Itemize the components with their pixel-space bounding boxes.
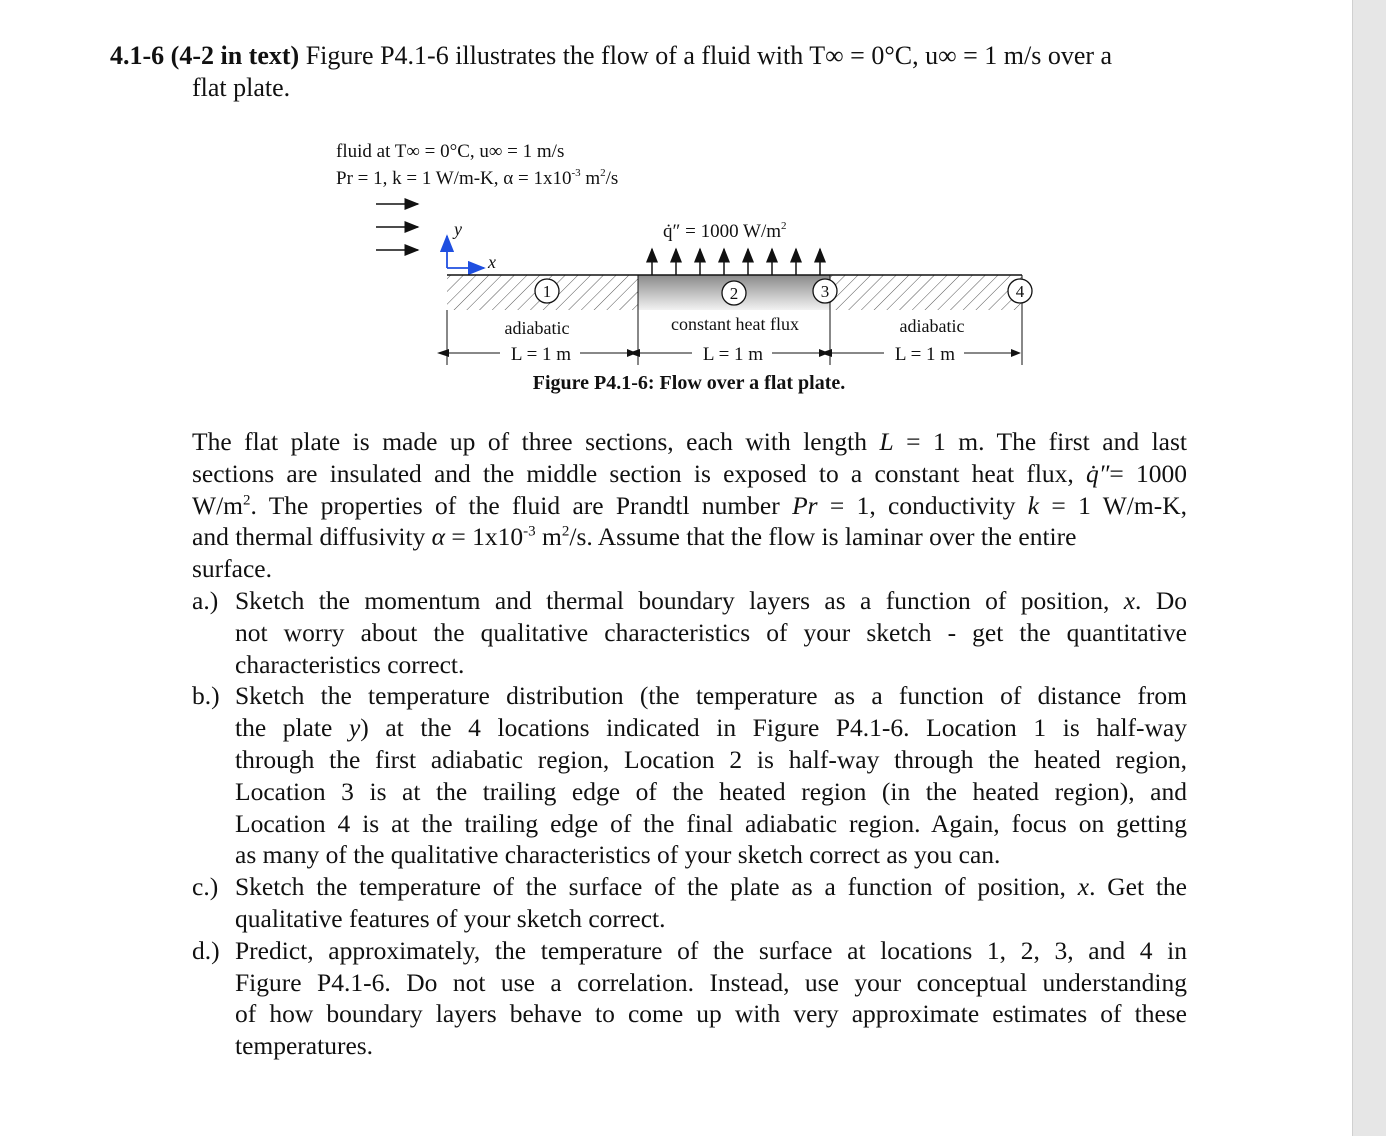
- length-label-2: L = 1 m: [702, 344, 764, 365]
- question-label: b.): [192, 681, 220, 711]
- text-segment: and thermal diffusivity: [192, 522, 432, 552]
- text-segment: through the first adiabatic region, Location 2 is half-way through the heated region,: [235, 744, 1187, 774]
- text-segment: L: [879, 427, 894, 456]
- text-line: [235, 712, 1187, 744]
- location-marker-4: [1008, 279, 1032, 303]
- text-segment: Location 3 is at the trailing edge of the heated region (in the heated region), and: [235, 776, 1187, 806]
- text-segment: sections are insulated and the middle section is exposed to a constant heat flux,: [192, 458, 1087, 488]
- text-segment: Pr: [792, 490, 818, 520]
- text-segment: The flat plate is made up of three sections, each with length: [192, 427, 880, 456]
- text-line: [192, 458, 1187, 490]
- text-line: [192, 585, 1187, 617]
- text-line: [192, 426, 1187, 458]
- text-line: [235, 776, 1187, 808]
- text-line: [192, 871, 1187, 903]
- text-segment: x: [1123, 585, 1136, 615]
- text-segment: Predict, approximately, the temperature of the surface at locations 1, 2, 3, and 4 in: [235, 935, 1187, 965]
- text-line: [235, 1030, 1187, 1062]
- section-label-2: constant heat flux: [671, 314, 799, 334]
- text-line: [192, 490, 1187, 522]
- text-segment: Location 4 is at the trailing edge of the final adiabatic region. Again, focus on getting: [235, 808, 1187, 838]
- text-segment: surface.: [192, 554, 272, 584]
- heading-continuation: flat plate.: [192, 73, 291, 102]
- question-item-a: [192, 585, 1187, 680]
- text-segment: W/m: [192, 490, 243, 520]
- question-item-d: [192, 935, 1187, 1062]
- figure-caption: Figure P4.1-6: Flow over a flat plate.: [532, 372, 846, 394]
- text-segment: = 1 m. The first and last: [893, 427, 1187, 456]
- section-label-1: adiabatic: [504, 318, 570, 338]
- text-segment: the plate: [235, 713, 349, 743]
- flow-arrows-icon: [376, 204, 418, 250]
- coordinate-axes-icon: [447, 236, 484, 268]
- fluid-properties-line2: Pr = 1, k = 1 W/m-K, $\alpha = 1x10^{-3}$ $m^2/s$: [336, 167, 619, 189]
- section-label-3: adiabatic: [899, 316, 965, 336]
- location-marker-1: [535, 279, 559, 303]
- location-marker-2: [722, 281, 746, 305]
- text-segment: as many of the qualitative characteristics of your sketch correct as you can.: [235, 840, 1001, 870]
- question-label: a.): [192, 585, 219, 615]
- text-line: [235, 839, 1187, 871]
- text-segment: m: [535, 522, 562, 552]
- scrollbar[interactable]: [1352, 0, 1386, 1136]
- text-segment: ) at the 4 locations indicated in Figure P4.1-6. Location 1 is half-way: [360, 713, 1187, 743]
- svg-text:2: 2: [729, 284, 739, 303]
- heading-text: Figure P4.1-6 illustrates the flow of a fluid with T∞ = 0°C, u∞ = 1 m/s over a: [299, 41, 1113, 70]
- text-segment: Sketch the temperature of the surface of the plate as a function of position,: [235, 872, 1078, 902]
- text-segment: = 1x10: [445, 522, 524, 552]
- axis-x-label: x: [488, 252, 496, 272]
- text-segment: k: [1027, 490, 1040, 520]
- text-line: [192, 521, 1187, 553]
- svg-text:1: 1: [542, 282, 552, 301]
- text-line: [235, 903, 1187, 935]
- text-segment: /s. Assume that the flow is laminar over the entire: [569, 522, 1077, 552]
- question-item-c: [192, 871, 1187, 935]
- text-segment: y: [348, 713, 361, 743]
- text-line: [235, 617, 1187, 649]
- problem-body: [192, 426, 1187, 1062]
- location-marker-3: [813, 279, 837, 303]
- text-segment: Sketch the momentum and thermal boundary layers as a function of position,: [235, 585, 1124, 615]
- svg-text:4: 4: [1015, 282, 1025, 301]
- question-item-b: [192, 680, 1187, 871]
- text-segment: x: [1077, 872, 1090, 902]
- text-line: [235, 808, 1187, 840]
- question-label: c.): [192, 872, 219, 902]
- axis-y-label: y: [454, 219, 462, 239]
- text-segment: 2: [561, 523, 570, 540]
- text-segment: = 1000: [1109, 458, 1187, 488]
- text-line: [235, 744, 1187, 776]
- length-label-1: L = 1 m: [510, 344, 572, 365]
- text-segment: . Do: [1135, 585, 1187, 615]
- text-segment: . Get the: [1089, 872, 1187, 902]
- text-segment: temperatures.: [235, 1031, 374, 1061]
- problem-number: 4.1-6 (4-2 in text): [110, 41, 300, 70]
- text-line: [192, 935, 1187, 967]
- text-segment: . The properties of the fluid are Prandtl number: [250, 490, 793, 520]
- text-line: [192, 553, 1187, 585]
- question-label: d.): [192, 935, 220, 965]
- length-label-3: L = 1 m: [894, 344, 956, 365]
- text-line: [235, 649, 1187, 681]
- text-segment: characteristics correct.: [235, 649, 465, 679]
- heat-flux-label: q̇″ = 1000 $W/m^2$: [663, 220, 787, 242]
- text-segment: -3: [523, 523, 536, 540]
- svg-text:3: 3: [820, 282, 830, 301]
- text-segment: qualitative features of your sketch correct.: [235, 903, 666, 933]
- text-segment: Sketch the temperature distribution (the temperature as a function of distance from: [235, 681, 1187, 711]
- adiabatic-section-2: [830, 275, 1022, 310]
- text-line: [235, 998, 1187, 1030]
- text-segment: Figure P4.1-6. Do not use a correlation. Instead, use your conceptual understanding: [235, 967, 1187, 997]
- heat-flux-arrows-icon: [652, 249, 820, 275]
- text-segment: = 1 W/m-K,: [1039, 490, 1187, 520]
- text-line: [235, 967, 1187, 999]
- text-segment: α: [431, 522, 446, 552]
- text-segment: not worry about the qualitative characteristics of your sketch - get the quantitative: [235, 617, 1187, 647]
- text-segment: = 1, conductivity: [817, 490, 1028, 520]
- figure-flat-plate: [0, 0, 1352, 400]
- fluid-properties-line1: fluid at T∞ = 0°C, u∞ = 1 m/s: [336, 141, 565, 162]
- text-segment: 2: [243, 492, 251, 509]
- text-segment: of how boundary layers behave to come up with very approximate estimates of these: [235, 999, 1187, 1029]
- text-segment: q̇″: [1086, 458, 1110, 488]
- text-line: [192, 680, 1187, 712]
